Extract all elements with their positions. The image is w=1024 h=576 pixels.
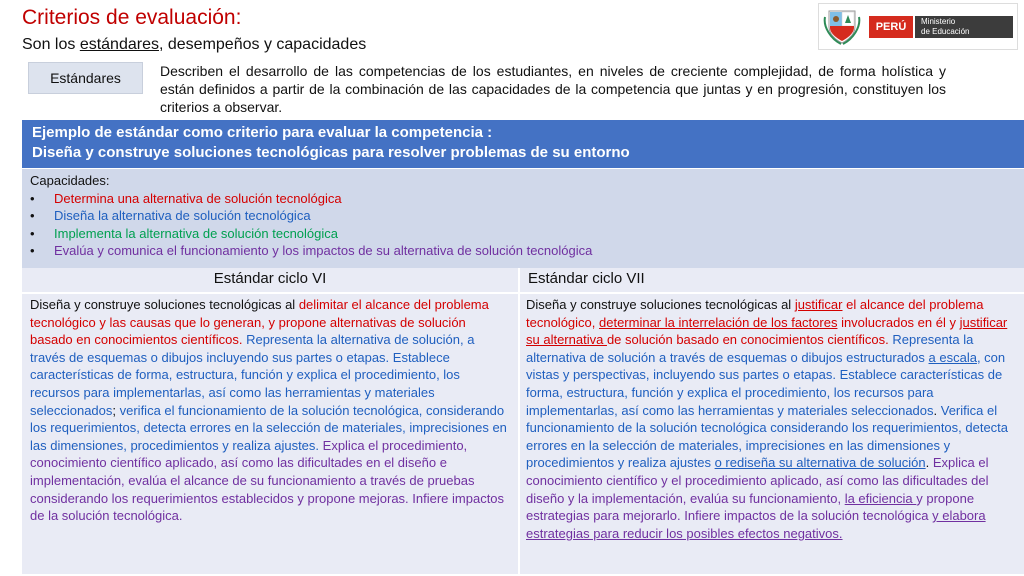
column-divider (518, 268, 520, 574)
capacities-heading: Capacidades: (30, 173, 110, 188)
capacity-item: • Evalúa y comunica el funcionamiento y los impactos de su alternativa de solución tecnológica (30, 243, 593, 258)
standards-description: Describen el desarrollo de las competencias de los estudiantes, en niveles de creciente complejidad, de forma holística y están definidos a partir de la combinación de las capacidades de la competencia que juntas y en progresión, constituyen los criterios a observar. (160, 63, 946, 115)
cycle-vii-heading: Estándar ciclo VII (528, 270, 645, 287)
ministry-logo (818, 3, 1018, 50)
cycle-vii-column (520, 268, 1024, 574)
page-title: Criterios de evaluación: (22, 6, 242, 29)
standard-example-table (22, 120, 1024, 574)
cycle-vi-heading: Estándar ciclo VI (213, 270, 327, 287)
example-header: Ejemplo de estándar como criterio para evaluar la competencia : Diseña y construye soluciones tecnológicas para resolver problemas de su entorno (22, 120, 1024, 168)
capacities-list (30, 172, 592, 260)
country-label: PERÚ (869, 16, 913, 38)
coat-of-arms-icon (823, 7, 861, 46)
cycle-vi-text: Diseña y construye soluciones tecnológicas al delimitar el alcance del problema tecnológico y las causas que lo generan, y propone alternativas de solución basado en conocimientos científicos. Representa la alternativa de solución, a través de esquemas o dibujos incluyendo sus partes o etapas. Establece características de forma, estructura, función y explica el procedimiento, los recursos para implementarlas, así como las herramientas y materiales seleccionados; verifica el funcionamiento de la solución tecnológica, considerando los requerimientos, detecta errores en la selección de materiales, imprecisiones en las dimensiones, procedimientos y realiza ajustes. Explica el procedimiento, conocimiento científico aplicado, así como las dificultades en el diseño e implementación, evalúa el alcance de su funcionamiento a través de pruebas considerando los requerimientos establecidos y propone mejoras. Infiere impactos de la solución tecnológica. (30, 297, 507, 524)
standards-label: Estándares (28, 62, 143, 94)
cycle-vi-column (22, 268, 518, 574)
capacity-item: • Diseña la alternativa de solución tecnológica (30, 208, 311, 223)
cycles-section (22, 268, 1024, 574)
cycle-vii-text: Diseña y construye soluciones tecnológicas al justificar el alcance del problema tecnológico, determinar la interrelación de los factores involucrados en él y justificar su alternativa de solución basado en conocimientos científicos. Representa la alternativa de solución a través de esquemas o dibujos estructurados a escala, con vistas y perspectivas, incluyendo sus partes o etapas. Establece características de forma, estructura, función y explica el procedimiento, los recursos para implementarlas, así como las herramientas y materiales seleccionados. Verifica el funcionamiento de la solución tecnológica considerando los requerimientos, detecta errores en la selección de materiales, imprecisiones en las dimensiones y procedimientos y realiza ajustes o rediseña su alternativa de solución. Explica el conocimiento científico y el procedimiento aplicado, así como las dificultades del diseño y la implementación, evalúa su funcionamiento, la eficiencia y propone estrategias para mejorarlo. Infiere impactos de la solución tecnológica y elabora estrategias para reducir los posibles efectos negativos. (526, 297, 1009, 541)
ministry-label: Ministerio de Educación (915, 16, 1013, 38)
capacity-item: • Implementa la alternativa de solución tecnológica (30, 225, 339, 241)
page-subtitle: Son los estándares, desempeños y capacidades (22, 36, 367, 53)
heading-separator (22, 292, 1024, 294)
capacity-item: • Determina una alternativa de solución tecnológica (30, 190, 342, 206)
